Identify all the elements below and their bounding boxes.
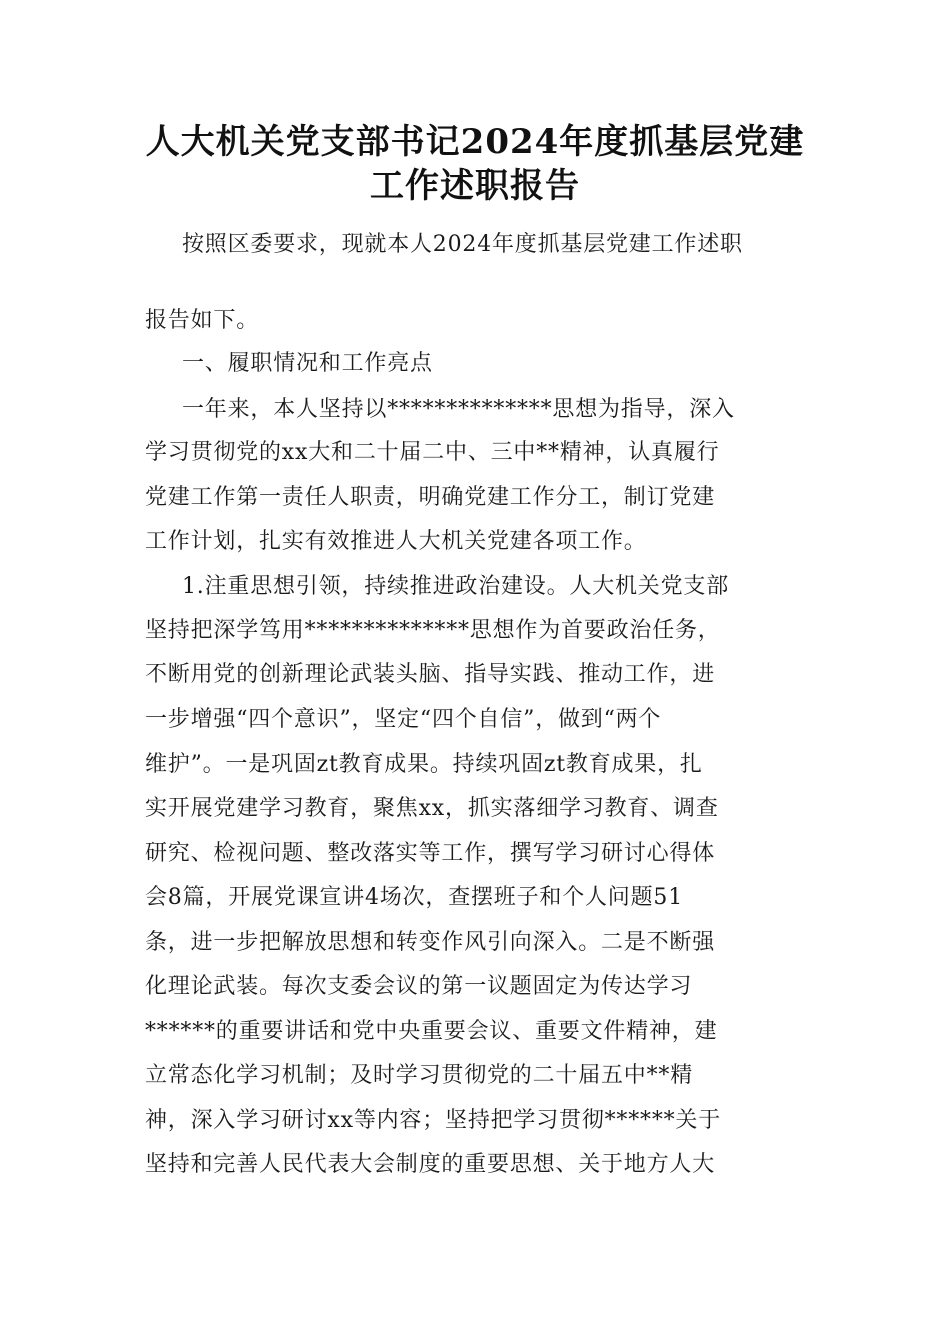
paragraph-line: 神，深入学习研讨xx等内容；坚持把学习贯彻******关于 (145, 1108, 722, 1133)
document-title-line-2: 工作述职报告 (370, 166, 580, 206)
paragraph-line: 党建工作第一责任人职责，明确党建工作分工，制订党建 (145, 485, 716, 510)
paragraph-line: 不断用党的创新理论武装头脑、指导实践、推动工作，进 (145, 662, 716, 687)
paragraph-line: ******的重要讲话和党中央重要会议、重要文件精神，建 (145, 1019, 718, 1044)
paragraph-line: 实开展党建学习教育，聚焦xx，抓实落细学习教育、调查 (145, 796, 719, 821)
paragraph-line: 一步增强“四个意识”，坚定“四个自信”，做到“两个 (145, 707, 662, 732)
section-heading: 一、履职情况和工作亮点 (182, 351, 433, 376)
paragraph-line: 维护”。一是巩固zt教育成果。持续巩固zt教育成果，扎 (145, 752, 703, 777)
paragraph-line: 立常态化学习机制；及时学习贯彻党的二十届五中**精 (145, 1063, 694, 1088)
paragraph-line: 1.注重思想引领，持续推进政治建设。人大机关党支部 (182, 574, 729, 599)
paragraph-line: 学习贯彻党的xx大和二十届二中、三中**精神，认真履行 (145, 440, 720, 465)
document-title-line-1: 人大机关党支部书记2024年度抓基层党建 (145, 122, 805, 162)
paragraph-line: 研究、检视问题、整改落实等工作，撰写学习研讨心得体 (145, 841, 716, 866)
paragraph-line: 坚持和完善人民代表大会制度的重要思想、关于地方人大 (145, 1152, 716, 1177)
paragraph-line: 坚持把深学笃用**************思想作为首要政治任务， (145, 618, 721, 643)
paragraph-line: 按照区委要求，现就本人2024年度抓基层党建工作述职 (182, 232, 743, 257)
paragraph-line: 一年来，本人坚持以**************思想为指导，深入 (182, 397, 735, 422)
paragraph-line: 工作计划，扎实有效推进人大机关党建各项工作。 (145, 529, 647, 554)
paragraph-line: 条，进一步把解放思想和转变作风引向深入。二是不断强 (145, 930, 716, 955)
paragraph-line: 化理论武装。每次支委会议的第一议题固定为传达学习 (145, 974, 693, 999)
paragraph-line: 会8篇，开展党课宣讲4场次，查摆班子和个人问题51 (145, 885, 683, 910)
paragraph-line: 报告如下。 (145, 308, 260, 333)
